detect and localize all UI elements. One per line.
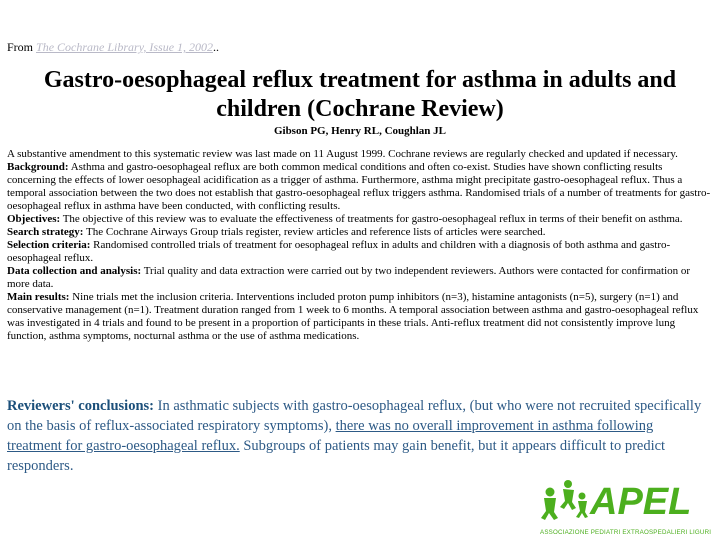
conclusions-part1: In asthmatic subjects with gastro-oesophageal reflux, (but who were not recruited specifically on the basis of reflux-associated respiratory symptoms), [7, 398, 702, 434]
source-link[interactable]: The Cochrane Library, Issue 1, 2002 [36, 40, 214, 54]
logo-subtitle: ASSOCIAZIONE PEDIATRI EXTRAOSPEDALIERI LIGURI [540, 529, 712, 536]
abstract-selection [7, 239, 713, 265]
abstract-results [7, 291, 713, 343]
objectives-text: The objective of this review was to evaluate the effectiveness of treatments for gastro-oesophageal reflux in terms of their benefit on asthma. [60, 213, 683, 225]
conclusions-label: Reviewers' conclusions: [7, 398, 154, 414]
authors: Gibson PG, Henry RL, Coughlan JL [273, 125, 447, 137]
source-suffix: .. [213, 40, 220, 54]
apel-logo [538, 468, 714, 538]
abstract-search [7, 226, 713, 239]
children-figures-icon [541, 480, 588, 520]
selection-text: Randomised controlled trials of treatment for oesophageal reflux in adults and children with a diagnosis of both asthma and gastro-oesophageal reflux. [7, 239, 671, 264]
abstract-data [7, 265, 713, 291]
page-title: Gastro-oesophageal reflux treatment for asthma in adults and children (Cochrane Review) [43, 67, 677, 122]
search-text: The Cochrane Airways Group trials register, review articles and reference lists of articles were searched. [83, 226, 546, 238]
background-label: Background: [7, 161, 69, 173]
abstract [7, 148, 713, 343]
results-text: Nine trials met the inclusion criteria. Interventions included proton pump inhibitors (n=3), histamine antagonists (n=5), surgery (n=1) and conservative management (n=1). Treatment duration ranged from 1 week to 6 months. A temporal association between asthma and gastro-oesophageal reflux was investigated in 4 trials and found to be present in a proportion of participants in these trials. Anti-reflux treatment did not consistently improve lung function, asthma symptoms, nocturnal asthma or the use of asthma medications. [7, 291, 699, 342]
background-text: Asthma and gastro-oesophageal reflux are both common medical conditions and often co-exist. Studies have shown conflicting results concerning the effects of lower oesophageal acidification as a trigger of asthma. Furthermore, asthma might precipitate gastro-oesophageal reflux. Thus a temporal association between the two does not establish that gastro-oesophageal reflux triggers asthma. Randomised trials of a number of treatments for gastro-oesophageal reflux in asthma have been conducted, with conflicting results. [7, 161, 711, 212]
abstract-intro: A substantive amendment to this systematic review was last made on 11 August 1999. Cochrane reviews are regularly checked and updated if necessary. [7, 148, 678, 160]
conclusions-emphasis: there was no overall improvement in asthma following treatment for gastro-oesophageal reflux. [7, 418, 654, 454]
abstract-background [7, 161, 713, 213]
source-line [7, 40, 219, 55]
data-text: Trial quality and data extraction were carried out by two independent reviewers. Authors were contacted for confirmation or more data. [7, 265, 691, 290]
abstract-objectives [7, 213, 713, 226]
results-label: Main results: [7, 291, 70, 303]
conclusions-part2: Subgroups of patients may gain benefit, but it appears difficult to predict responders. [7, 438, 666, 474]
objectives-label: Objectives: [7, 213, 61, 225]
selection-label: Selection criteria: [7, 239, 91, 251]
source-prefix: From [7, 40, 37, 54]
search-label: Search strategy: [7, 226, 84, 238]
reviewers-conclusions [7, 396, 707, 476]
logo-name: APEL [590, 481, 692, 523]
data-label: Data collection and analysis: [7, 265, 142, 277]
